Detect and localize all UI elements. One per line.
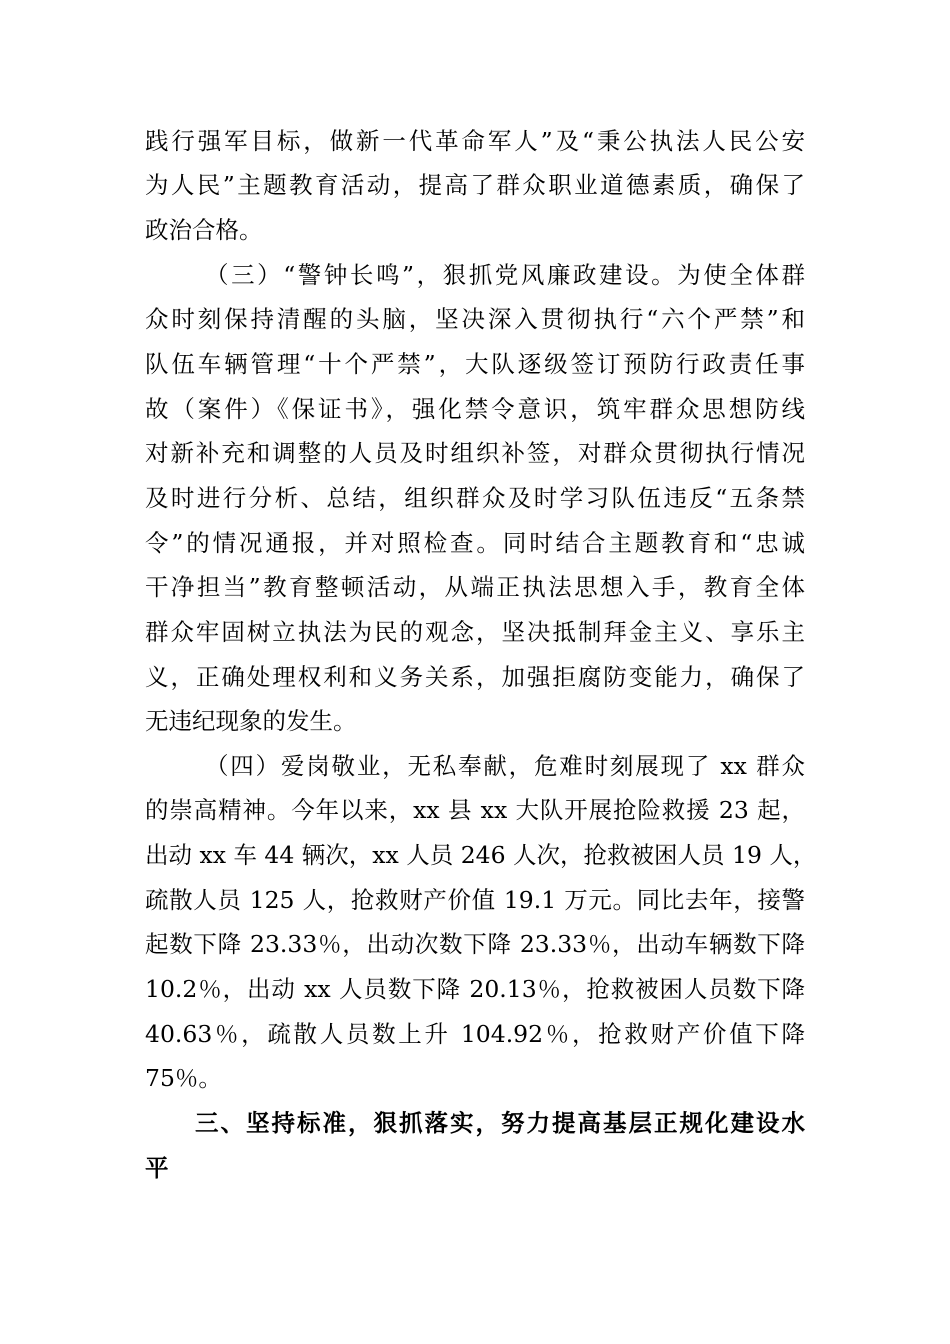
body-text-line: 出动 xx 车 44 辆次，xx 人员 246 人次，抢救被困人员 19 人， <box>145 841 817 869</box>
body-text-line: 令”的情况通报，并对照检查。同时结合主题教育和“忠诚 <box>145 529 805 557</box>
body-text-line: 及时进行分析、总结，组织群众及时学习队伍违反“五条禁 <box>145 484 805 512</box>
body-text-line: 75％。 <box>145 1064 222 1092</box>
body-text-line: 政治合格。 <box>145 216 263 244</box>
body-text-line: 干净担当”教育整顿活动，从端正执法思想入手，教育全体 <box>145 573 805 601</box>
body-text-line: 队伍车辆管理“十个严禁”，大队逐级签订预防行政责任事 <box>145 350 805 378</box>
body-text-line: 故（案件）《保证书》，强化禁令意识，筑牢群众思想防线 <box>145 395 805 423</box>
body-text-line: 义，正确处理权利和义务关系，加强拒腐防变能力，确保了 <box>145 663 805 691</box>
body-text-line: 疏散人员 125 人，抢救财产价值 19.1 万元。同比去年，接警 <box>145 886 805 914</box>
body-text-line: 群众牢固树立执法为民的观念，坚决抵制拜金主义、享乐主 <box>145 618 805 646</box>
body-text-line: 无违纪现象的发生。 <box>145 707 357 735</box>
body-text-line: 10.2％，出动 xx 人员数下降 20.13％，抢救被困人员数下降 <box>145 975 805 1003</box>
section-heading-three: 三、坚持标准，狠抓落实，努力提高基层正规化建设水 <box>195 1109 805 1137</box>
body-text-line: 40.63％，疏散人员数上升 104.92％，抢救财产价值下降 <box>145 1020 805 1048</box>
body-text-line: 为人民”主题教育活动，提高了群众职业道德素质，确保了 <box>145 171 805 199</box>
body-text-line: 的崇高精神。今年以来，xx 县 xx 大队开展抢险救援 23 起， <box>145 796 805 824</box>
section-heading-three-cont: 平 <box>145 1154 169 1182</box>
section-heading-3: （三）“警钟长鸣”，狠抓党风廉政建设。为使全体群 <box>205 261 805 289</box>
section-heading-4: （四）爱岗敬业，无私奉献，危难时刻展现了 xx 群众 <box>205 752 805 780</box>
body-text-line: 对新补充和调整的人员及时组织补签，对群众贯彻执行情况 <box>145 439 805 467</box>
body-text-line: 众时刻保持清醒的头脑，坚决深入贯彻执行“六个严禁”和 <box>145 305 805 333</box>
body-text-line: 践行强军目标，做新一代革命军人”及“秉公执法人民公安 <box>145 127 805 155</box>
body-text-line: 起数下降 23.33％，出动次数下降 23.33％，出动车辆数下降 <box>145 930 805 958</box>
